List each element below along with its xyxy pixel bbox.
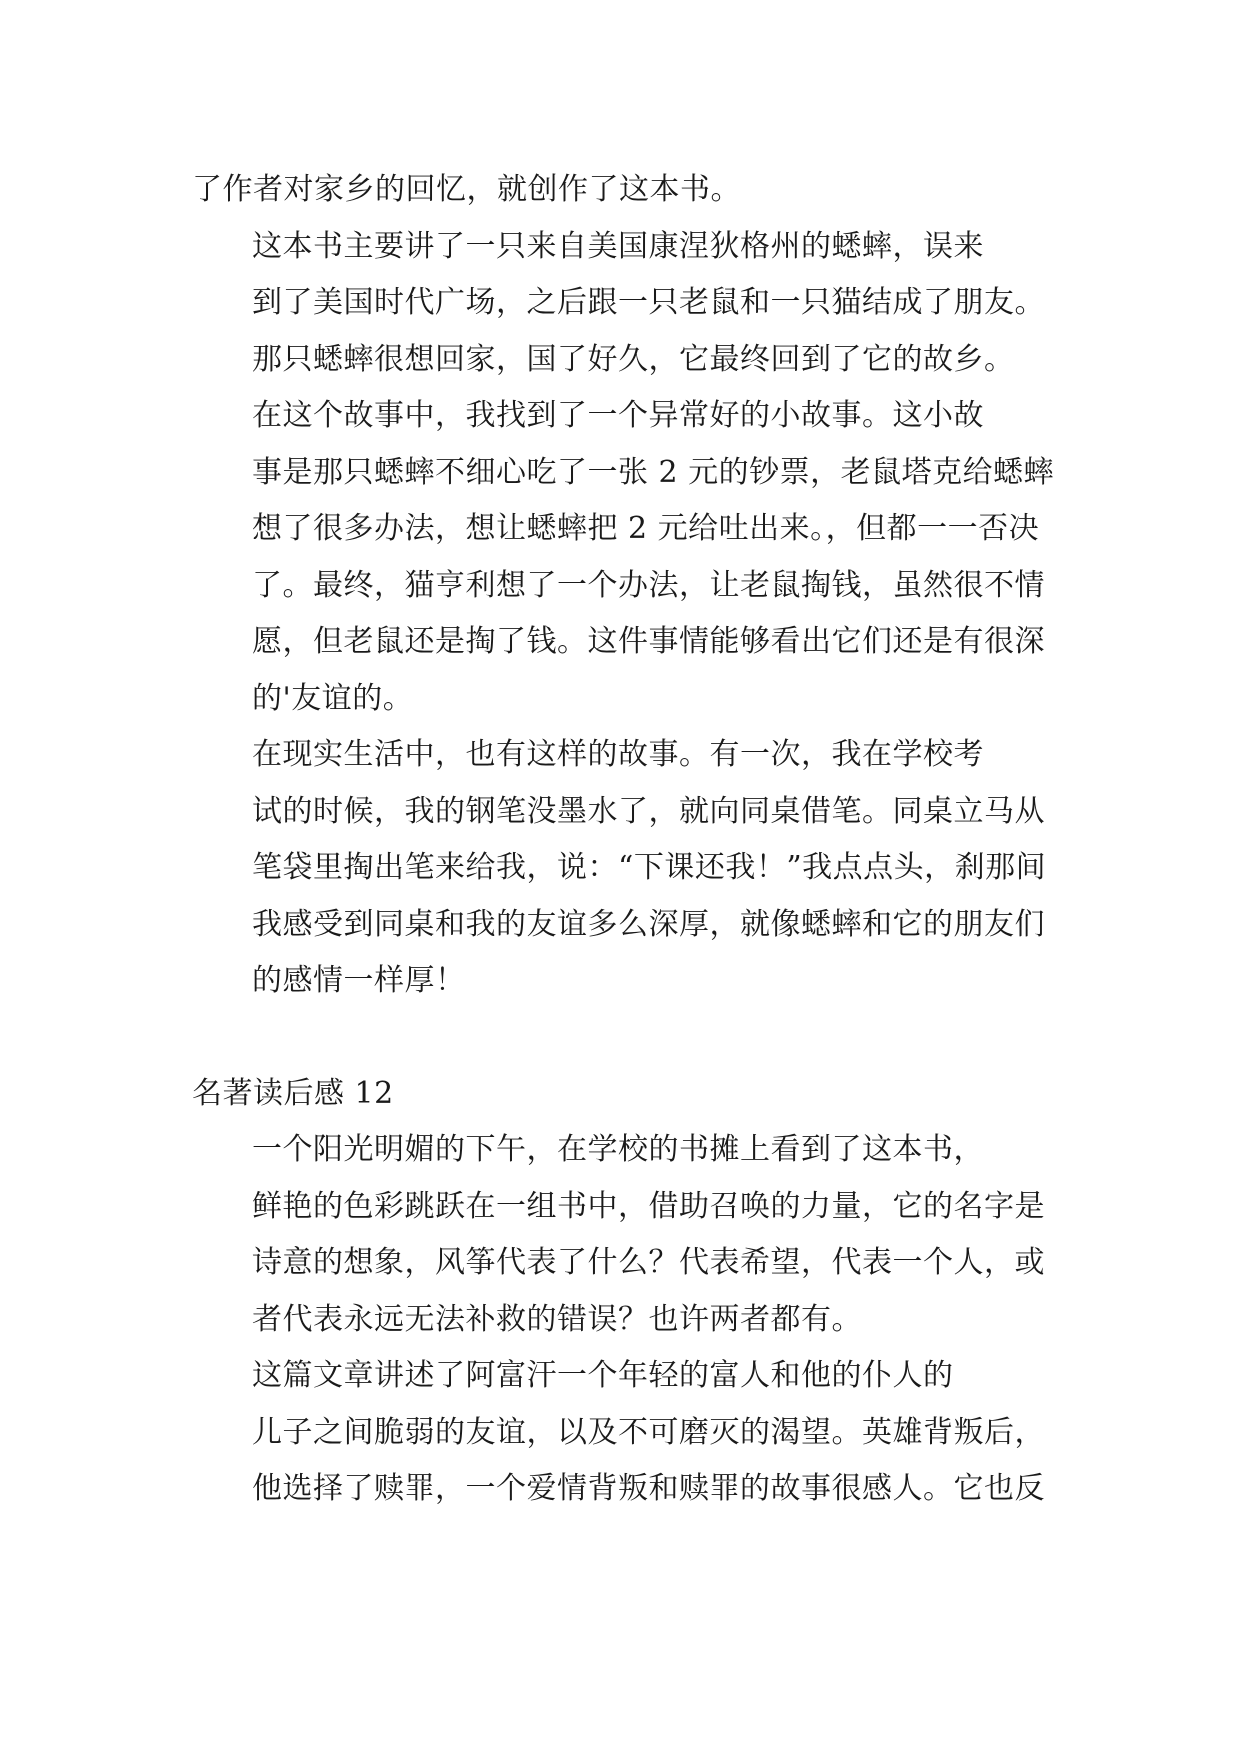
document-body [192,162,1072,1518]
text-line: 事是那只蟋蟀不细心吃了一张 2 元的钞票，老鼠塔克给蟋蟀 [252,454,1055,490]
text-line: 的感情一样厚！ [252,963,466,998]
text-line: 一个阳光明媚的下午，在学校的书摊上看到了这本书， [252,1132,984,1167]
text-line: 那只蟋蟀很想回家，国了好久，它最终回到了它的故乡。 [252,341,1015,377]
text-line: 在这个故事中，我找到了一个异常好的小故事。这小故 [252,398,984,433]
paragraph-book-summary [192,219,1072,389]
text-line: 想了很多办法，想让蟋蟀把 2 元给吐出来。，但都一一否决 [252,511,1040,546]
text-line: 儿子之间脆弱的友谊，以及不可磨灭的渴望。英雄背叛后， [252,1414,1045,1450]
paragraph-kite-intro [192,1122,1072,1348]
text-line: 者代表永远无法补救的错误？也许两者都有。 [252,1301,862,1337]
paragraph-favorite-story [192,388,1072,727]
text-line: 鲜艳的色彩跳跃在一组书中，借助召唤的力量，它的名字是 [252,1188,1045,1224]
text-line: 了。最终，猫亨利想了一个办法，让老鼠掏钱，虽然很不情 [252,567,1045,603]
text-line: 了作者对家乡的回忆，就创作了这本书。 [192,172,741,207]
text-line: 试的时候，我的钢笔没墨水了，就向同桌借笔。同桌立马从 [252,793,1045,829]
text-line: 这本书主要讲了一只来自美国康涅狄格州的蟋蟀，误来 [252,228,984,264]
text-line: 他选择了赎罪，一个爱情背叛和赎罪的故事很感人。它也反 [252,1471,1045,1506]
section-heading: 名著读后感 12 [192,1075,394,1111]
text-line: 诗意的想象，风筝代表了什么？代表希望，代表一个人，或 [252,1245,1045,1280]
text-line: 我感受到同桌和我的友谊多么深厚，就像蟋蟀和它的朋友们 [252,906,1045,942]
text-line: 的'友谊的。 [252,680,414,716]
text-line: 愿，但老鼠还是掏了钱。这件事情能够看出它们还是有很深 [252,624,1045,659]
text-line: 到了美国时代广场，之后跟一只老鼠和一只猫结成了朋友。 [252,285,1045,320]
text-line: 笔袋里掏出笔来给我，说：“下课还我！”我点点头，刹那间 [252,850,1047,885]
paragraph-real-life [192,727,1072,1010]
text-line: 这篇文章讲述了阿富汗一个年轻的富人和他的仆人的 [252,1358,954,1393]
text-line: 在现实生活中，也有这样的故事。有一次，我在学校考 [252,737,984,772]
paragraph-continuation [192,162,1072,219]
paragraph-kite-summary [192,1348,1072,1518]
